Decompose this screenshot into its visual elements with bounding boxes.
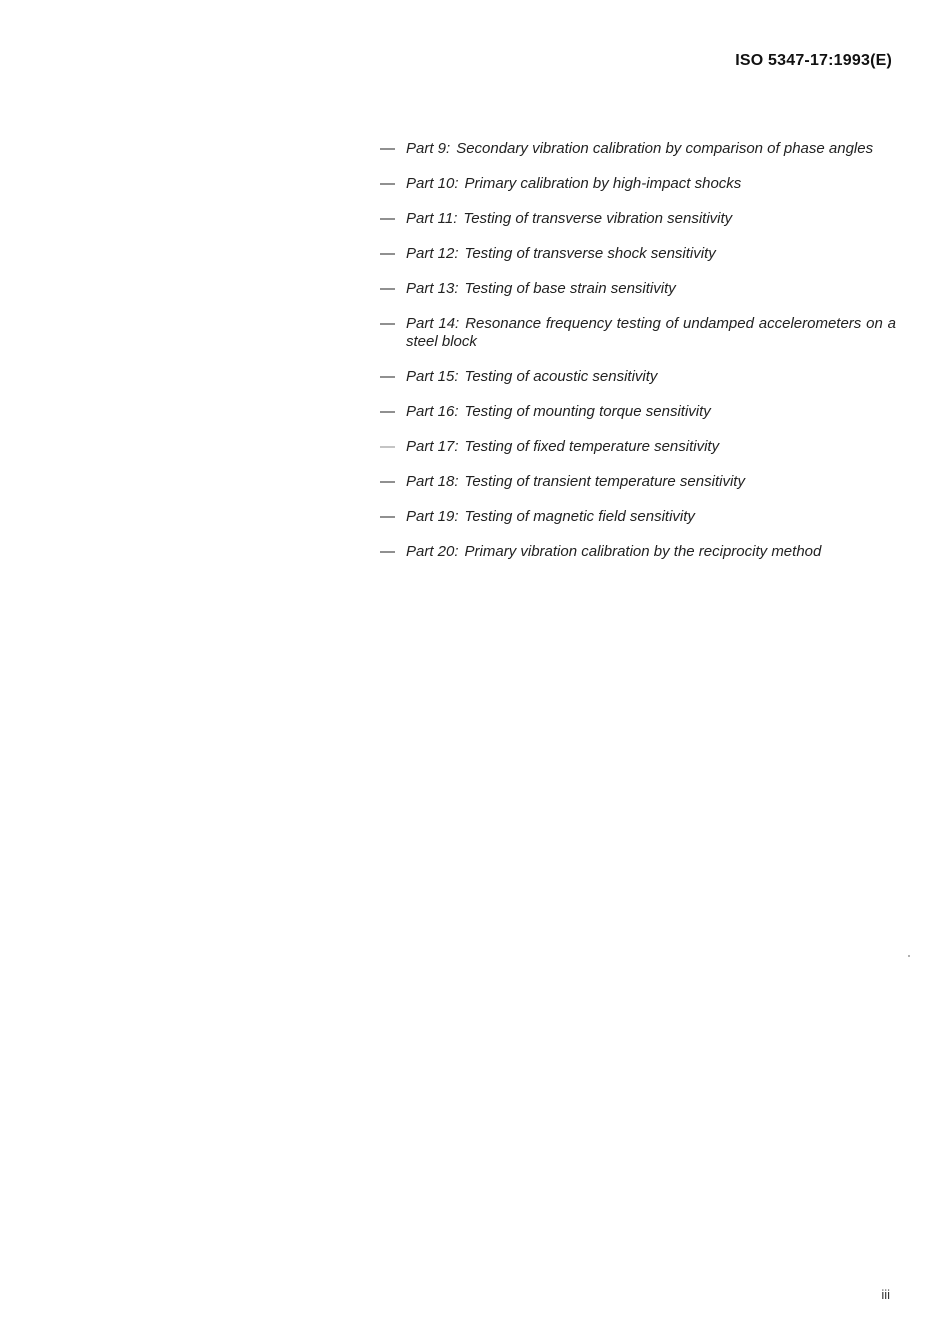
part-title: Secondary vibration calibration by comparison of phase angles: [456, 140, 874, 157]
list-item-part-10: [380, 175, 896, 193]
part-title: Primary calibration by high-impact shocks: [464, 175, 742, 192]
list-item-part-16: [380, 403, 896, 421]
part-title: Testing of mounting torque sensitivity: [464, 403, 711, 420]
part-label: Part 9:: [406, 140, 451, 157]
list-item-part-11: [380, 210, 896, 228]
scan-speck: [908, 955, 910, 957]
list-dash: —: [380, 508, 395, 525]
part-label: Part 17:: [406, 438, 459, 455]
part-label: Part 19:: [406, 508, 459, 525]
list-dash: —: [380, 175, 395, 192]
part-label: Part 12:: [406, 245, 459, 262]
list-item-part-9: [380, 140, 896, 158]
part-title: Testing of acoustic sensitivity: [464, 368, 658, 385]
part-title: Testing of transverse vibration sensitivity: [463, 210, 733, 227]
part-label: Part 13:: [406, 280, 459, 297]
list-dash: —: [380, 403, 395, 420]
list-dash: —: [380, 280, 395, 297]
part-title: Testing of transverse shock sensitivity: [464, 245, 716, 262]
part-label: Part 11:: [406, 210, 458, 227]
parts-list: [380, 140, 896, 578]
part-title: Testing of magnetic field sensitivity: [464, 508, 695, 525]
list-dash: —: [380, 438, 395, 455]
document-identifier: ISO 5347-17:1993(E): [735, 52, 892, 69]
part-label: Part 14:: [406, 315, 460, 332]
list-dash: —: [380, 543, 395, 560]
part-title: Resonance frequency testing of undamped accelerometers on a steel block: [406, 315, 896, 350]
list-item-part-20: [380, 543, 896, 561]
list-item-part-19: [380, 508, 896, 526]
list-item-part-18: [380, 473, 896, 491]
list-dash: —: [380, 140, 395, 157]
part-label: Part 20:: [406, 543, 459, 560]
part-label: Part 16:: [406, 403, 459, 420]
part-title: Testing of fixed temperature sensitivity: [464, 438, 720, 455]
list-dash: —: [380, 245, 395, 262]
list-dash: —: [380, 368, 395, 385]
part-label: Part 18:: [406, 473, 459, 490]
part-label: Part 10:: [406, 175, 459, 192]
part-title: Testing of transient temperature sensitivity: [464, 473, 745, 490]
part-title: Primary vibration calibration by the reciprocity method: [464, 543, 822, 560]
list-dash: —: [380, 473, 395, 490]
list-dash: —: [380, 210, 395, 227]
part-label: Part 15:: [406, 368, 459, 385]
list-item-part-12: [380, 245, 896, 263]
page-number: iii: [881, 1287, 890, 1302]
list-dash: —: [380, 315, 395, 332]
list-item-part-15: [380, 368, 896, 386]
part-title: Testing of base strain sensitivity: [464, 280, 676, 297]
list-item-part-13: [380, 280, 896, 298]
list-item-part-14: [380, 315, 896, 351]
list-item-part-17: [380, 438, 896, 456]
